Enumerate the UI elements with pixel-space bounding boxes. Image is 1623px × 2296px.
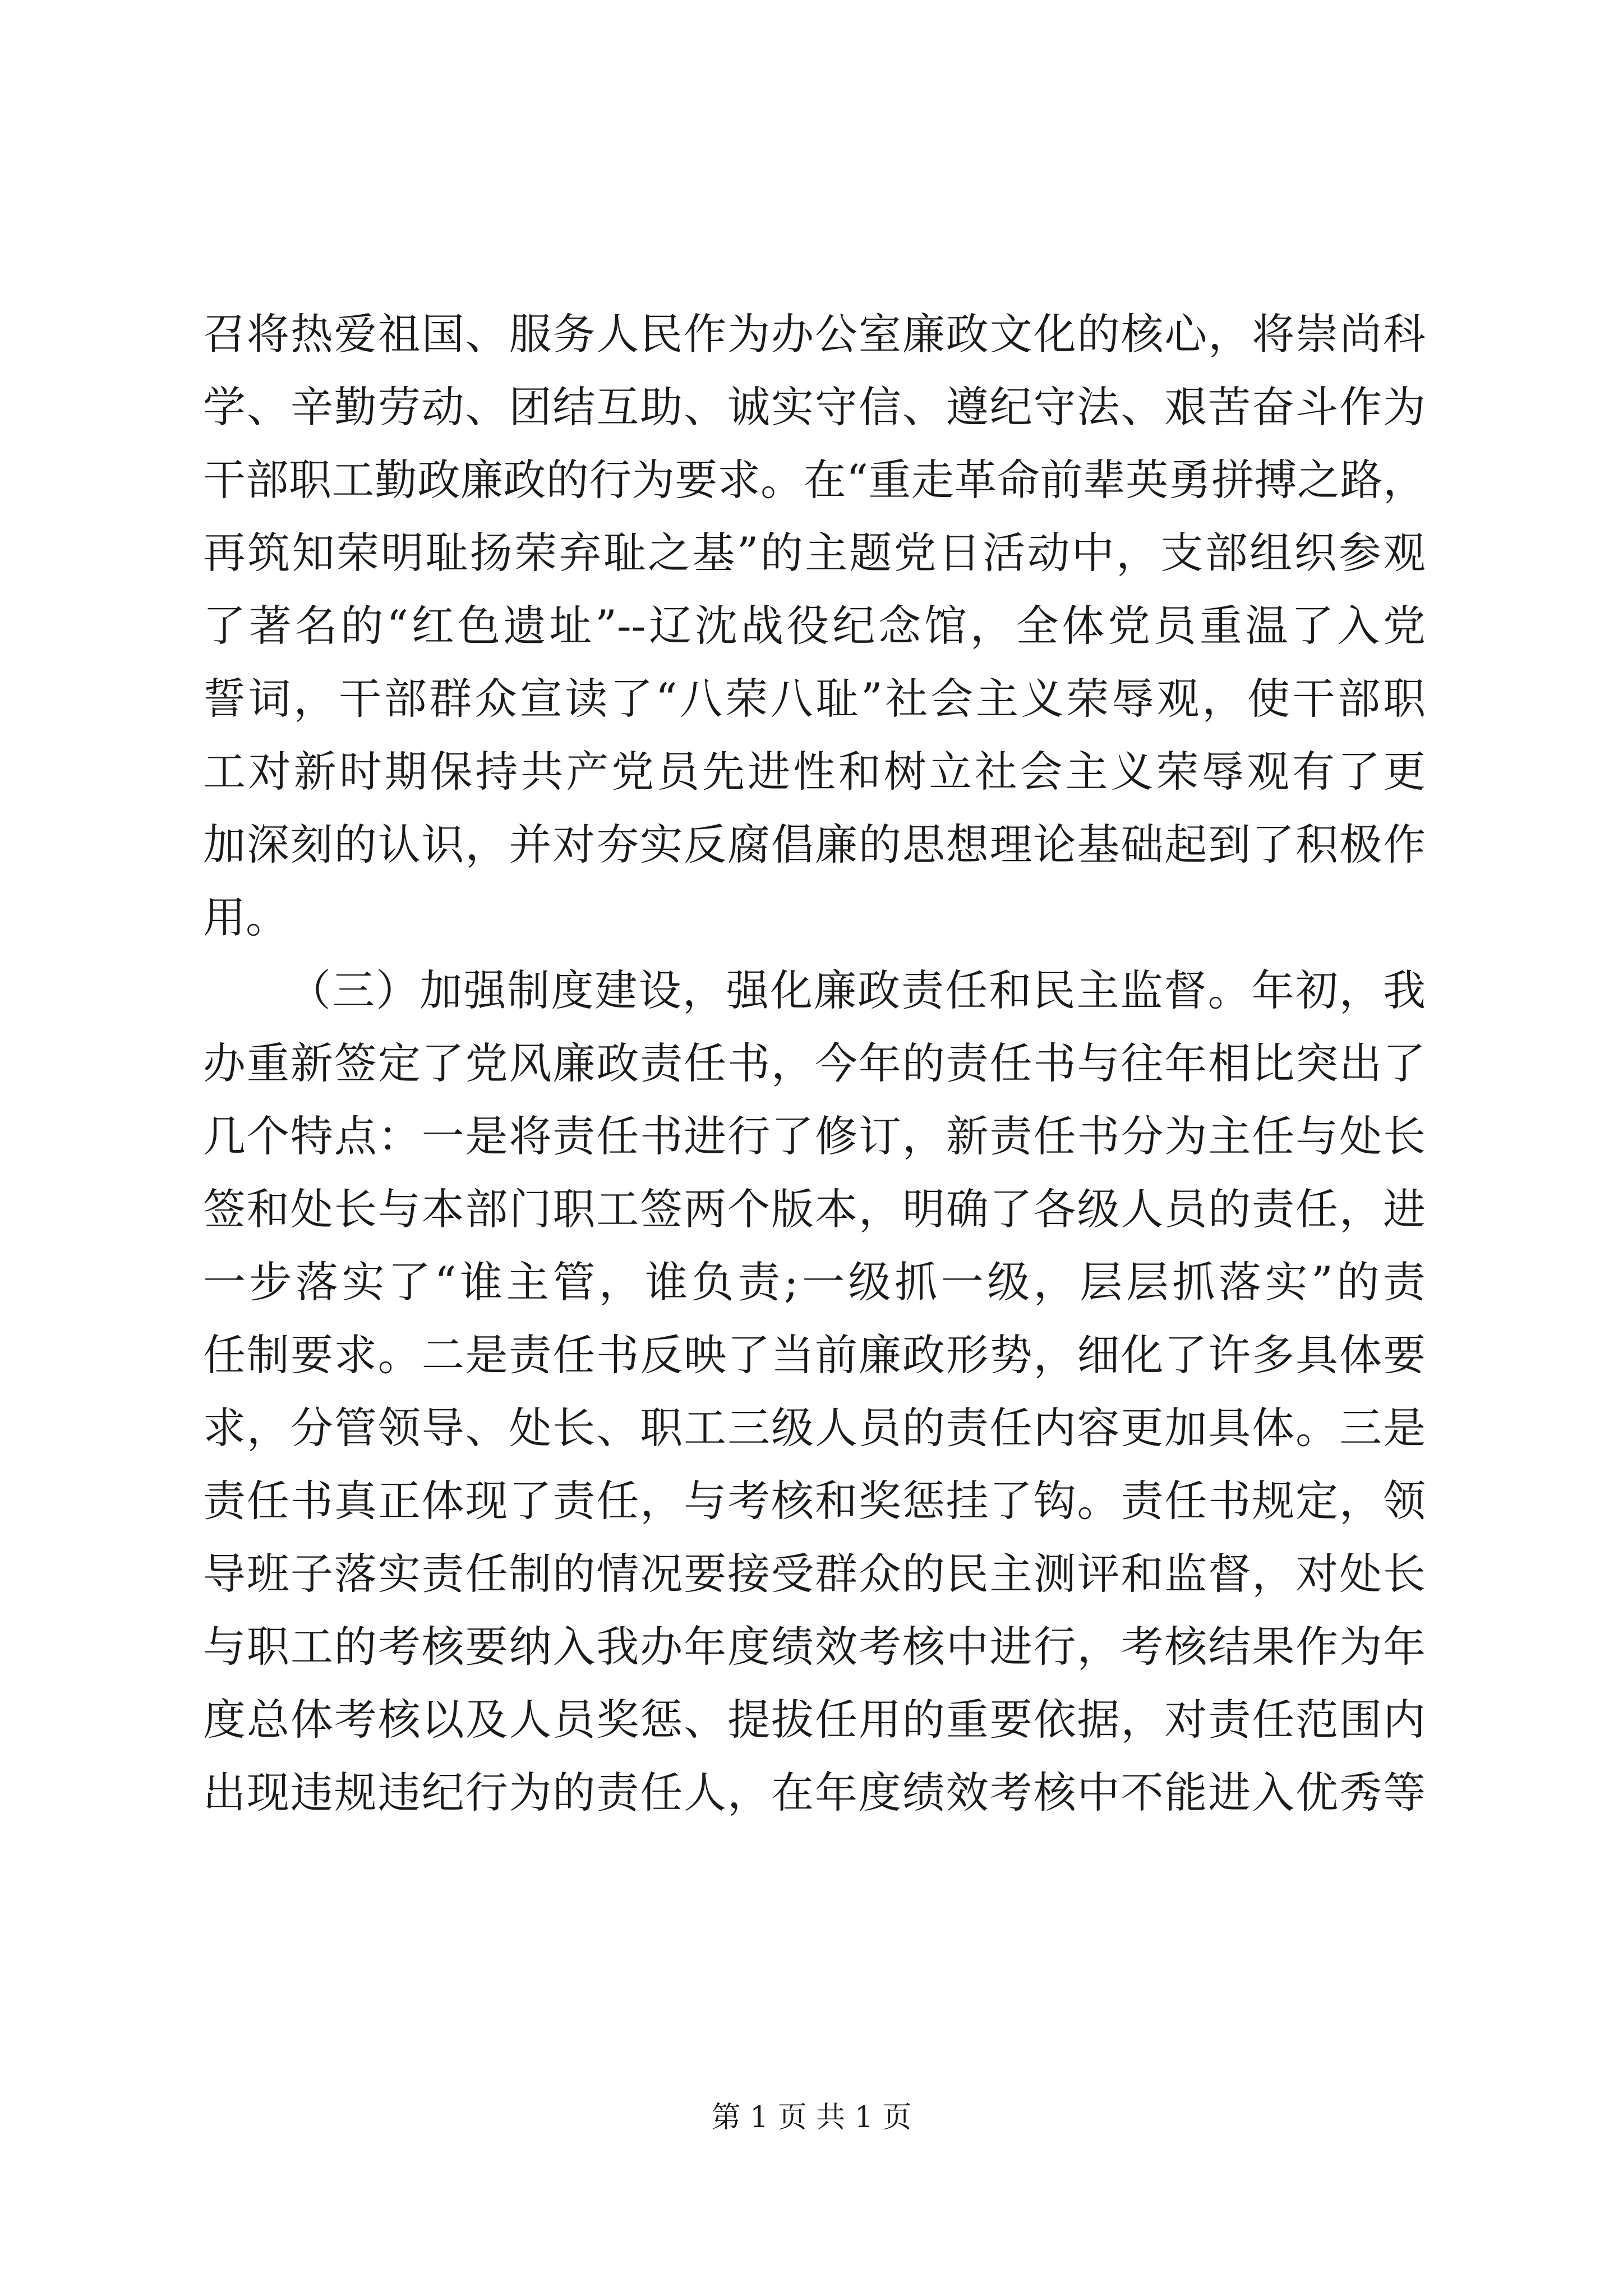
text-line: 任制要求。二是责任书反映了当前廉政形势，细化了许多具体要 (203, 1330, 1426, 1380)
text-line: 办重新签定了党风廉政责任书，今年的责任书与往年相比突出了 (203, 1038, 1426, 1088)
text-line: 一步落实了“谁主管，谁负责;一级抓一级，层层抓落实”的责 (203, 1257, 1426, 1307)
text-line: 求，分管领导、处长、职工三级人员的责任内容更加具体。三是 (203, 1403, 1426, 1453)
text-line: 学、辛勤劳动、团结互助、诚实守信、遵纪守法、艰苦奋斗作为 (203, 382, 1426, 432)
text-line: 了著名的“红色遗址”--辽沈战役纪念馆，全体党员重温了入党 (203, 601, 1426, 651)
document-body (203, 298, 1426, 1829)
text-line: 誓词，干部群众宣读了“八荣八耻”社会主义荣辱观，使干部职 (203, 674, 1426, 724)
text-line: 几个特点：一是将责任书进行了修订，新责任书分为主任与处长 (203, 1111, 1426, 1161)
paragraph-1 (203, 298, 1426, 954)
text-line: 度总体考核以及人员奖惩、提拔任用的重要依据，对责任范围内 (203, 1695, 1426, 1745)
page-footer (0, 2098, 1623, 2137)
text-line: 导班子落实责任制的情况要接受群众的民主测评和监督，对处长 (203, 1549, 1426, 1599)
page-number-label: 第 1 页 共 1 页 (711, 2101, 912, 2134)
text-line: 出现违规违纪行为的责任人，在年度绩效考核中不能进入优秀等 (203, 1768, 1426, 1818)
text-line: 再筑知荣明耻扬荣弃耻之基”的主题党日活动中，支部组织参观 (203, 528, 1426, 578)
text-line: （三）加强制度建设，强化廉政责任和民主监督。年初，我 (288, 965, 1426, 1015)
text-line: 加深刻的认识，并对夯实反腐倡廉的思想理论基础起到了积极作 (203, 820, 1426, 869)
text-line: 干部职工勤政廉政的行为要求。在“重走革命前辈英勇拼搏之路， (203, 455, 1426, 505)
text-line: 与职工的考核要纳入我办年度绩效考核中进行，考核结果作为年 (203, 1622, 1426, 1672)
paragraph-2 (203, 954, 1426, 1829)
text-line: 召将热爱祖国、服务人民作为办公室廉政文化的核心，将崇尚科 (203, 309, 1426, 359)
text-line: 用。 (203, 892, 288, 942)
text-line: 责任书真正体现了责任，与考核和奖惩挂了钩。责任书规定，领 (203, 1476, 1426, 1526)
text-line: 工对新时期保持共产党员先进性和树立社会主义荣辱观有了更 (203, 747, 1426, 797)
text-line: 签和处长与本部门职工签两个版本，明确了各级人员的责任，进 (203, 1184, 1426, 1234)
